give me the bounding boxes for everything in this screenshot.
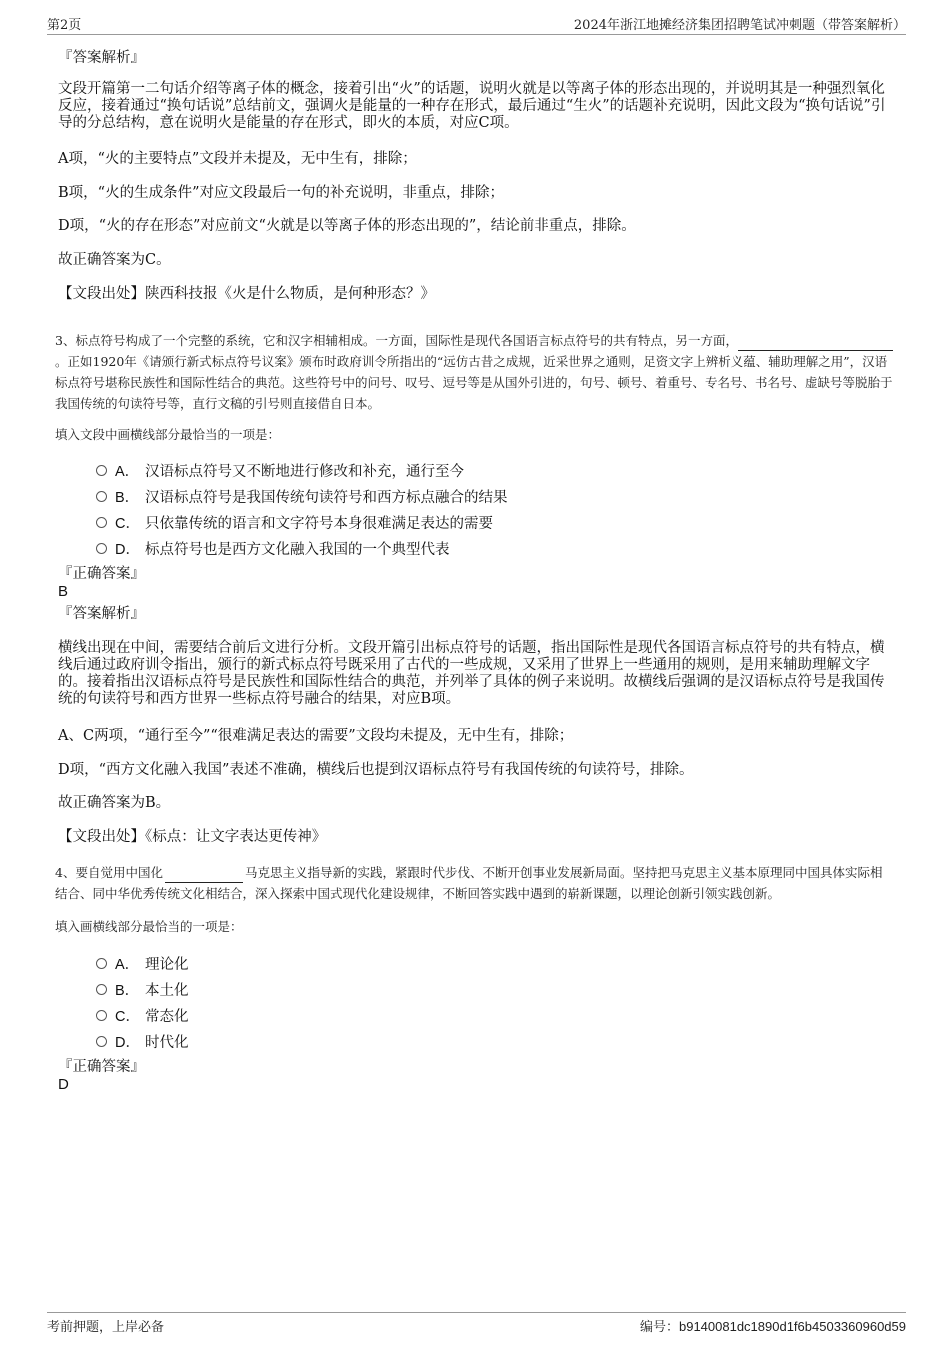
q4-fill-blank [165, 866, 243, 883]
page-footer [47, 1312, 906, 1337]
option-letter: D． [115, 542, 140, 558]
q3-ask: 填入文段中画横线部分最恰当的一项是： [55, 427, 281, 442]
q3-answer-heading: 『正确答案』 [58, 566, 145, 582]
option-text: 常态化 [145, 1009, 189, 1025]
q3-conclusion: 故正确答案为B。 [58, 795, 171, 811]
footer-code [640, 1316, 906, 1335]
q4-stem-part2: 马克思主义指导新的实践，紧跟时代步伐、不断开创事业发展新局面。坚持把马克思主义基本原理同中国具体实际相结合、同中华优秀传统文化相结合，深入探索中国式现代化建设规律，不断回答实践中遇到的崭新课题，以理论创新引领实践创新。 [55, 865, 883, 901]
q4-answer: D [58, 1076, 69, 1093]
option-letter: A． [115, 957, 140, 973]
q3-answer: B [58, 583, 69, 600]
q2-line-d: D项，“火的存在形态”对应前文“火就是以等离子体的形态出现的”，结论前非重点，排除。 [58, 218, 636, 234]
radio-icon[interactable] [96, 958, 107, 969]
footer-code-label: 编号： [639, 1320, 679, 1335]
q4-stem [55, 862, 893, 904]
q3-fill-blank [738, 334, 893, 351]
option-text: 时代化 [145, 1035, 189, 1051]
q3-analysis-heading: 『答案解析』 [58, 606, 145, 622]
option-text: 只依靠传统的语言和文字符号本身很难满足表达的需要 [145, 516, 493, 532]
q3-stem [55, 330, 893, 414]
option-text: 汉语标点符号又不断地进行修改和补充，通行至今 [145, 464, 464, 480]
q3-source: 【文段出处】《标点：让文字表达更传神》 [58, 829, 327, 845]
q3-stem-part1: 3、标点符号构成了一个完整的系统，它和汉字相辅相成。一方面，国际性是现代各国语言标点符号的共有特点，另一方面， [55, 333, 738, 348]
radio-icon[interactable] [96, 517, 107, 528]
q2-analysis-paragraph: 文段开篇第一二句话介绍等离子体的概念，接着引出“火”的话题，说明火就是以等离子体的形态出现的，并说明其是一种强烈氧化反应，接着通过“换句话说”总结前文，强调火是能量的一种存在形式，最后通过“生火”的话题补充说明，因此文段为“换句话说”引导的分总结构，意在说明火是能量的存在形式，即火的本质，对应C项。 [58, 81, 886, 131]
q2-conclusion: 故正确答案为C。 [58, 252, 171, 268]
radio-icon[interactable] [96, 984, 107, 995]
radio-icon[interactable] [96, 1036, 107, 1047]
option-letter: C． [115, 516, 140, 532]
q2-analysis-heading: 『答案解析』 [58, 50, 145, 66]
option-letter: B． [115, 983, 140, 999]
q2-source: 【文段出处】陕西科技报《火是什么物质，是何种形态？》 [58, 286, 435, 302]
q4-stem-part1: 4、要自觉用中国化 [55, 865, 163, 880]
q4-ask: 填入画横线部分最恰当的一项是： [55, 919, 243, 934]
footer-code-value: b9140081dc1890d1f6b4503360960d59 [678, 1319, 906, 1334]
radio-icon[interactable] [96, 543, 107, 554]
option-text: 本土化 [145, 983, 189, 999]
q3-analysis-paragraph: 横线出现在中间，需要结合前后文进行分析。文段开篇引出标点符号的话题，指出国际性是现代各国语言标点符号的共有特点，横线后通过政府训令指出，颁行的新式标点符号既采用了古代的一些成规，又采用了世界上一些通用的规则，是用来辅助理解文字的。接着指出汉语标点符号是民族性和国际性结合的典范，并列举了具体的例子来说明。故横线后强调的是汉语标点符号是我国传统的句读符号和西方世界一些标点符号融合的结果，对应B项。 [58, 640, 885, 707]
document-title: 2024年浙江地摊经济集团招聘笔试冲刺题（带答案解析） [573, 18, 906, 33]
radio-icon[interactable] [96, 465, 107, 476]
q2-line-b: B项，“火的生成条件”对应文段最后一句的补充说明，非重点，排除； [58, 185, 504, 201]
option-text: 标点符号也是西方文化融入我国的一个典型代表 [145, 542, 450, 558]
page-header [47, 12, 906, 35]
radio-icon[interactable] [96, 491, 107, 502]
option-letter: B． [115, 490, 140, 506]
option-letter: A． [115, 464, 140, 480]
q3-line-d: D项，“西方文化融入我国”表述不准确，横线后也提到汉语标点符号有我国传统的句读符号，排除。 [58, 762, 694, 778]
option-text: 理论化 [145, 957, 189, 973]
footer-slogan: 考前押题，上岸必备 [47, 1320, 165, 1335]
option-letter: C． [115, 1009, 140, 1025]
radio-icon[interactable] [96, 1010, 107, 1021]
q2-line-a: A项，“火的主要特点”文段并未提及，无中生有，排除； [58, 151, 417, 167]
q4-answer-heading: 『正确答案』 [58, 1059, 145, 1075]
page-number: 第2页 [47, 18, 82, 33]
option-text: 汉语标点符号是我国传统句读符号和西方标点融合的结果 [145, 490, 508, 506]
option-letter: D． [115, 1035, 140, 1051]
q3-line-ac: A、C两项，“通行至今”“很难满足表达的需要”文段均未提及，无中生有，排除； [58, 728, 574, 744]
q3-stem-part2: 。正如1920年《请颁行新式标点符号议案》颁布时政府训令所指出的“远仿古昔之成规，近采世界之通则，足资文字上辨析义蕴、辅助理解之用”，汉语标点符号堪称民族性和国际性结合的典范。这些符号中的问号、叹号、逗号等是从国外引进的，句号、顿号、着重号、专名号、书名号、虚缺号等脱胎于我国传统的句读符号等，直行文稿的引号则直接借自日本。 [55, 354, 893, 411]
